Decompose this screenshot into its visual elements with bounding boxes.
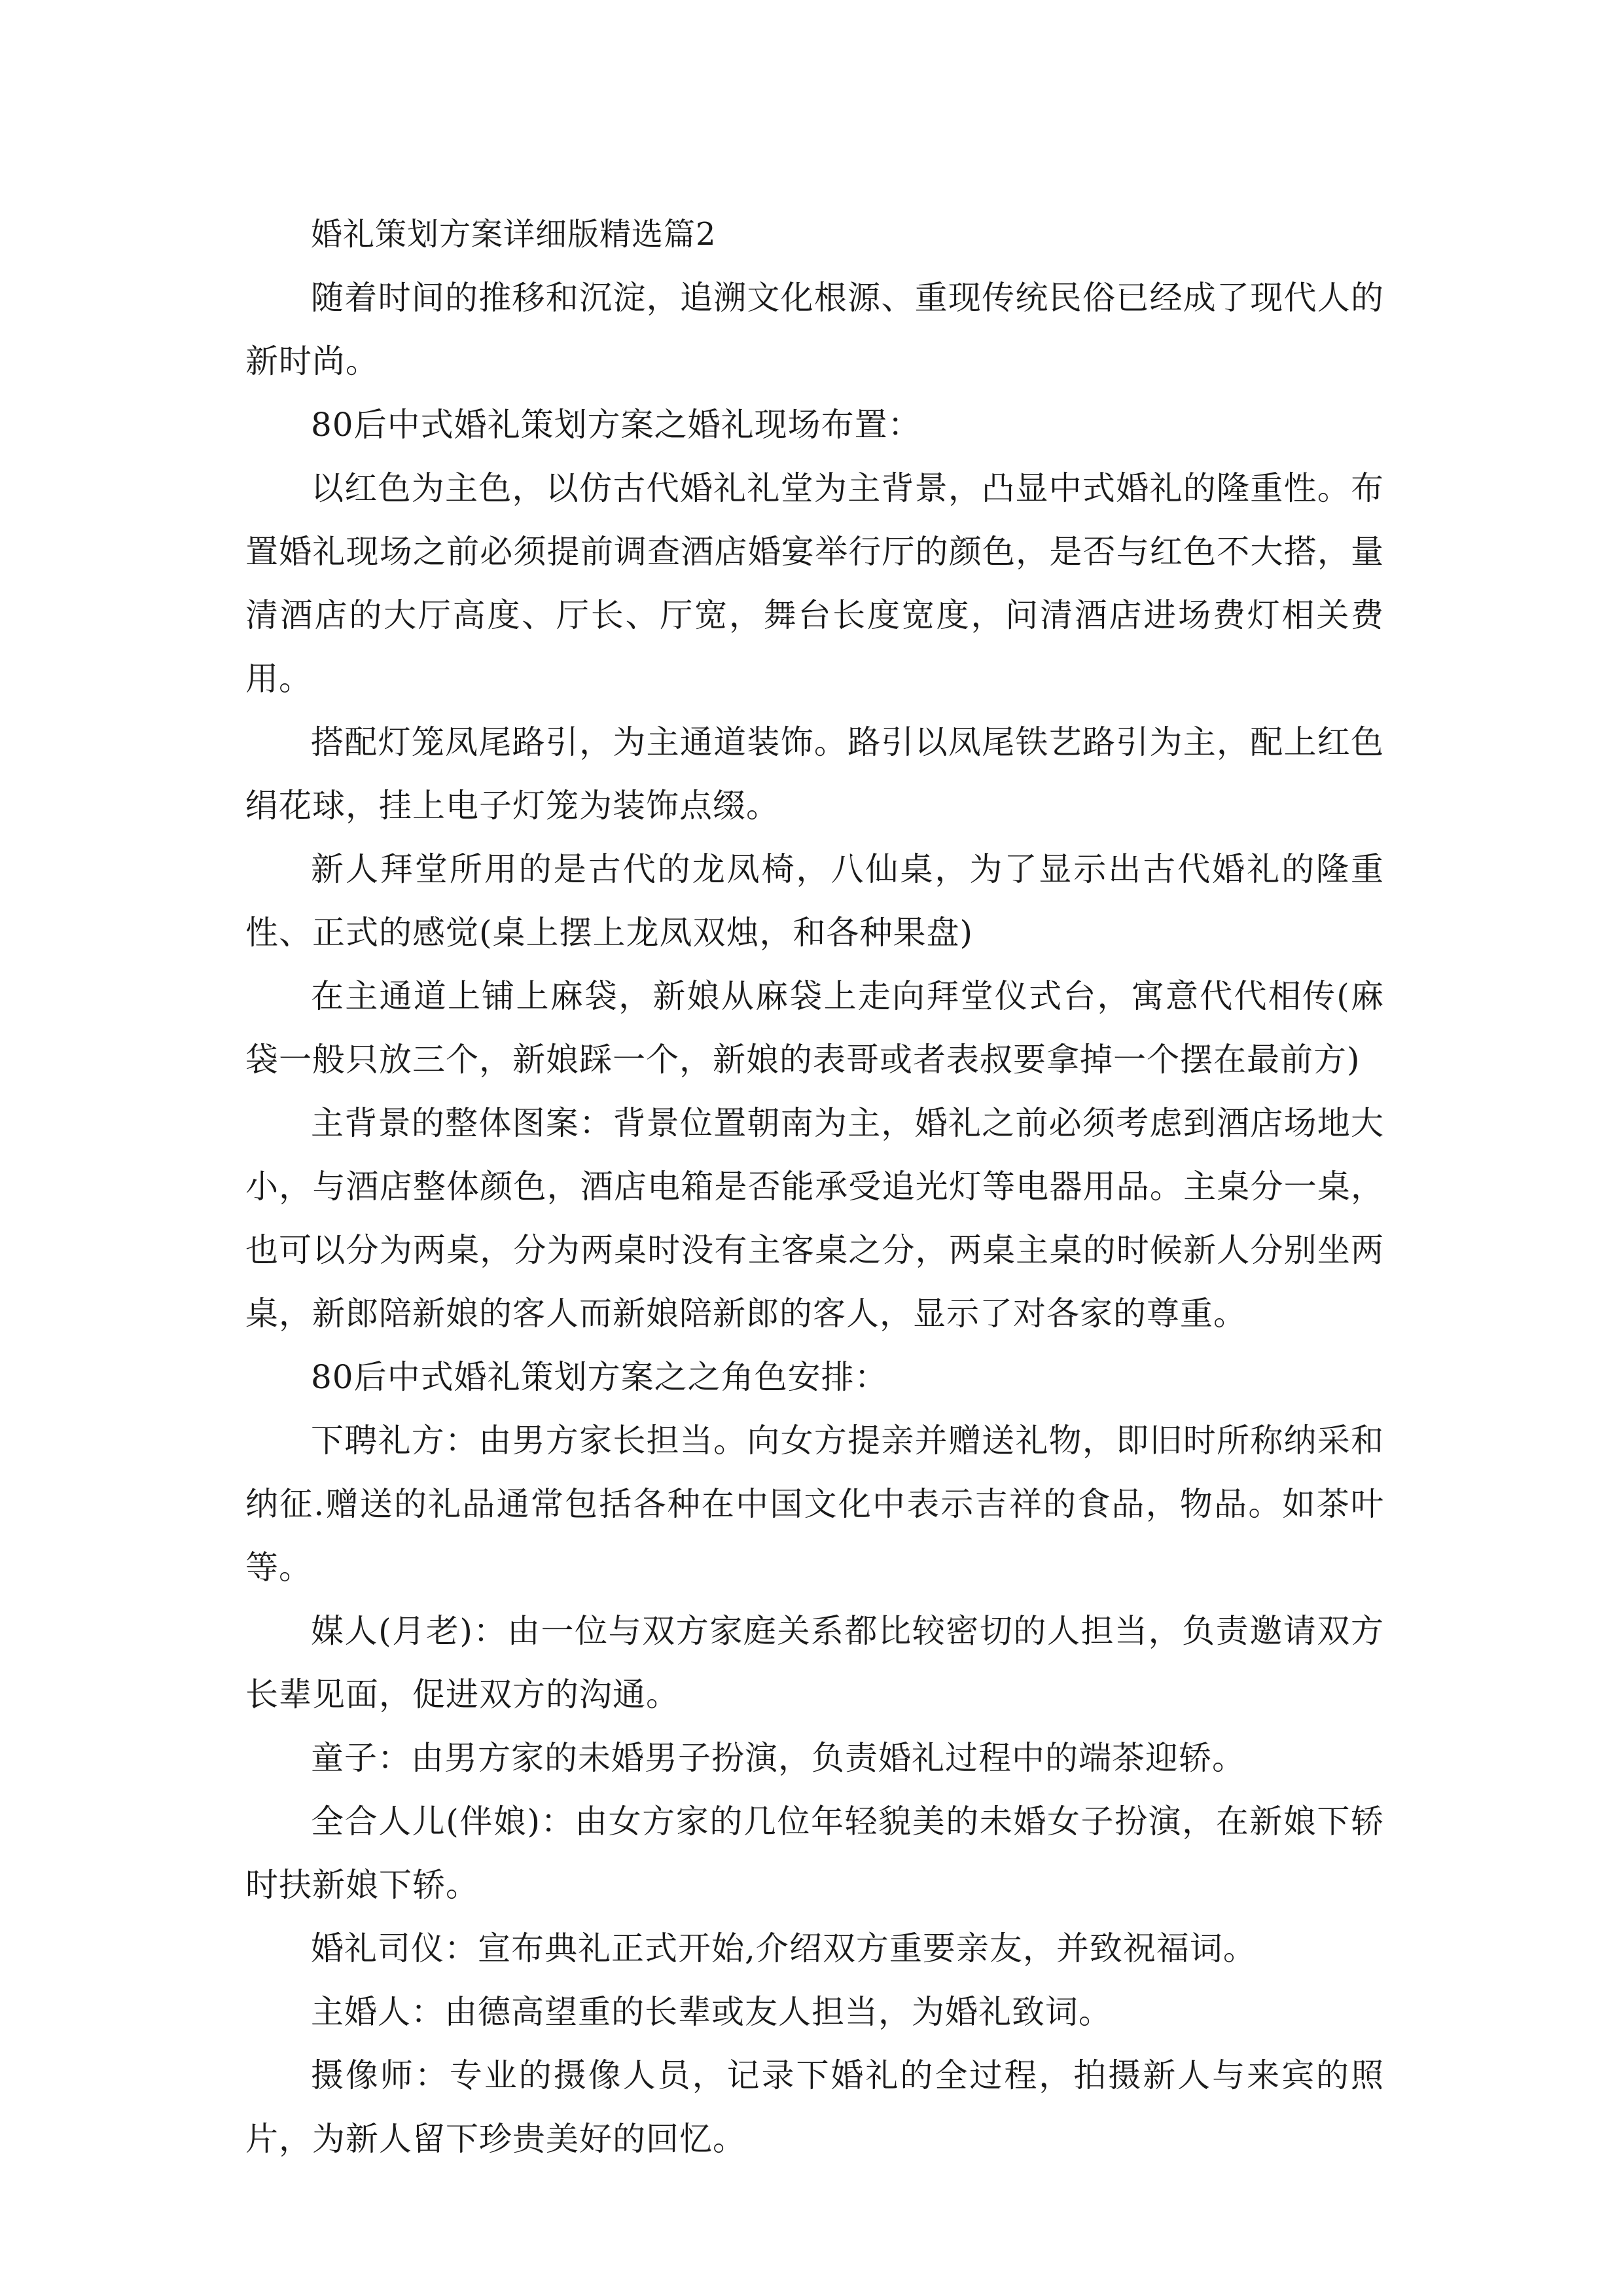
paragraph-intro: 随着时间的推移和沉淀，追溯文化根源、重现传统民俗已经成了现代人的新时尚。: [245, 279, 1384, 380]
section-heading-roles: 80后中式婚礼策划方案之之角色安排：: [311, 1358, 888, 1396]
paragraph-officiant: 主婚人：由德高望重的长辈或友人担当，为婚礼致词。: [311, 1993, 1112, 2031]
paragraph-betrothal: 下聘礼方：由男方家长担当。向女方提亲并赠送礼物，即旧时所称纳采和纳征.赠送的礼品通常包括各种在中国文化中表示吉祥的食品，物品。如茶叶等。: [245, 1422, 1384, 1587]
paragraph-furniture: 新人拜堂所用的是古代的龙凤椅，八仙桌，为了显示出古代婚礼的隆重性、正式的感觉(桌上摆上龙凤双烛，和各种果盘): [245, 850, 1384, 952]
paragraph-color-theme: 以红色为主色，以仿古代婚礼礼堂为主背景，凸显中式婚礼的隆重性。布置婚礼现场之前必须提前调查酒店婚宴举行厅的颜色，是否与红色不大搭，量清酒店的大厅高度、厅长、厅宽，舞台长度宽度，问清酒店进场费灯相关费用。: [245, 469, 1384, 698]
paragraph-photographer: 摄像师：专业的摄像人员，记录下婚礼的全过程，拍摄新人与来宾的照片，为新人留下珍贵美好的回忆。: [245, 2056, 1384, 2158]
document-title: 婚礼策划方案详细版精选篇2: [311, 216, 717, 253]
paragraph-sacks: 在主通道上铺上麻袋，新娘从麻袋上走向拜堂仪式台，寓意代代相传(麻袋一般只放三个，新娘踩一个，新娘的表哥或者表叔要拿掉一个摆在最前方): [245, 977, 1384, 1079]
paragraph-matchmaker: 媒人(月老)：由一位与双方家庭关系都比较密切的人担当，负责邀请双方长辈见面，促进双方的沟通。: [245, 1612, 1384, 1713]
paragraph-page-boy: 童子：由男方家的未婚男子扮演，负责婚礼过程中的端茶迎轿。: [311, 1739, 1245, 1777]
paragraph-lanterns: 搭配灯笼凤尾路引，为主通道装饰。路引以凤尾铁艺路引为主，配上红色绢花球，挂上电子灯笼为装饰点缀。: [245, 723, 1384, 825]
paragraph-bridesmaids: 全合人儿(伴娘)：由女方家的几位年轻貌美的未婚女子扮演，在新娘下轿时扶新娘下轿。: [245, 1803, 1384, 1904]
paragraph-emcee: 婚礼司仪：宣布典礼正式开始,介绍双方重要亲友，并致祝福词。: [311, 1929, 1257, 1967]
document-page: [245, 203, 1384, 2171]
paragraph-backdrop: 主背景的整体图案：背景位置朝南为主，婚礼之前必须考虑到酒店场地大小，与酒店整体颜色，酒店电箱是否能承受追光灯等电器用品。主桌分一桌，也可以分为两桌，分为两桌时没有主客桌之分，两桌主桌的时候新人分别坐两桌，新郎陪新娘的客人而新娘陪新郎的客人，显示了对各家的尊重。: [245, 1104, 1384, 1333]
section-heading-layout: 80后中式婚礼策划方案之婚礼现场布置：: [311, 406, 921, 444]
